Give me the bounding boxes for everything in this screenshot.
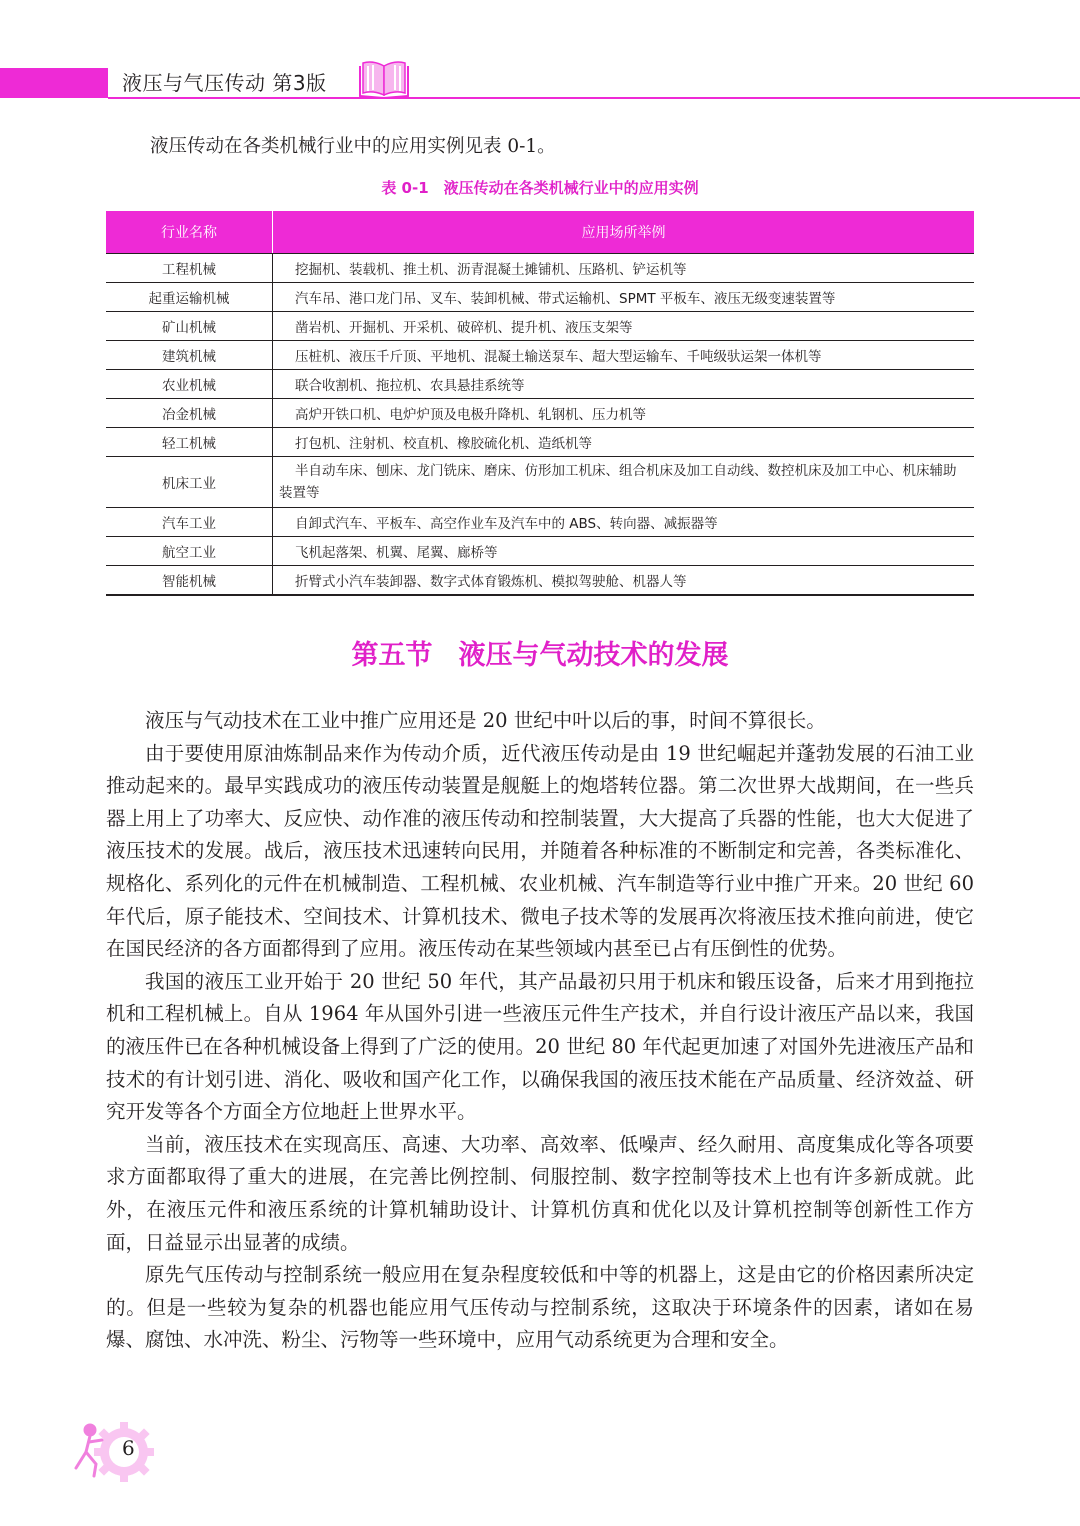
table-row xyxy=(106,370,974,399)
table-row xyxy=(106,457,974,508)
header-band xyxy=(0,68,108,98)
paragraph: 由于要使用原油炼制品来作为传动介质，近代液压传动是由 19 世纪崛起并蓬勃发展的石油工业推动起来的。最早实践成功的液压传动装置是舰艇上的炮塔转位器。第二次世界大战期间，在一些兵器上用上了功率大、反应快、动作准的液压传动和控制装置，大大提高了兵器的性能，也大大促进了液压技术的发展。战后，液压技术迅速转向民用，并随着各种标准的不断制定和完善，各类标准化、规格化、系列化的元件在机械制造、工程机械、农业机械、汽车制造等行业中推广开来。20 世纪 60 年代后，原子能技术、空间技术、计算机技术、微电子技术等的发展再次将液压技术推向前进，使它在国民经济的各方面都得到了应用。液压传动在某些领域内甚至已占有压倒性的优势。 xyxy=(106,741,974,961)
paragraph: 液压与气动技术在工业中推广应用还是 20 世纪中叶以后的事，时间不算很长。 xyxy=(145,709,826,732)
uses-cell: 自卸式汽车、平板车、高空作业车及汽车中的 ABS、转向器、减振器等 xyxy=(273,508,975,537)
industry-cell: 航空工业 xyxy=(106,537,273,566)
table-intro-text: 液压传动在各类机械行业中的应用实例见表 0-1。 xyxy=(150,136,556,157)
uses-cell: 凿岩机、开掘机、开采机、破碎机、提升机、液压支架等 xyxy=(273,312,975,341)
uses-cell: 高炉开铁口机、电炉炉顶及电极升降机、轧钢机、压力机等 xyxy=(273,399,975,428)
table-row xyxy=(106,508,974,537)
open-book-icon xyxy=(357,58,411,100)
uses-cell: 飞机起落架、机翼、尾翼、廊桥等 xyxy=(273,537,975,566)
page-number: 6 xyxy=(122,1436,135,1460)
table-row xyxy=(106,254,974,283)
paragraph: 当前，液压技术在实现高压、高速、大功率、高效率、低噪声、经久耐用、高度集成化等各项要求方面都取得了重大的进展，在完善比例控制、伺服控制、数字控制等技术上也有许多新成就。此外，在液压元件和液压系统的计算机辅助设计、计算机仿真和优化以及计算机控制等创新性工作方面，日益显示出显著的成绩。 xyxy=(106,1132,974,1254)
applications-table xyxy=(106,211,974,596)
section-number: 第五节 xyxy=(351,640,433,671)
table-row xyxy=(106,566,974,596)
paragraph: 我国的液压工业开始于 20 世纪 50 年代，其产品最初只用于机床和锻压设备，后来才用到拖拉机和工程机械上。自从 1964 年从国外引进一些液压元件生产技术，并自行设计液压产品以来，我国的液压件已在各种机械设备上得到了广泛的使用。20 世纪 80 年代起更加速了对国外先进液压产品和技术的有计划引进、消化、吸收和国产化工作，以确保我国的液压技术能在产品质量、经济效益、研究开发等各个方面全方位地赶上世界水平。 xyxy=(106,969,974,1124)
industry-cell: 建筑机械 xyxy=(106,341,273,370)
uses-cell: 压桩机、液压千斤顶、平地机、混凝土输送泵车、超大型运输车、千吨级驮运架一体机等 xyxy=(273,341,975,370)
column-header-industry: 行业名称 xyxy=(106,211,273,254)
table-row xyxy=(106,428,974,457)
uses-cell: 汽车吊、港口龙门吊、叉车、装卸机械、带式运输机、SPMT 平板车、液压无级变速装置等 xyxy=(273,283,975,312)
industry-cell: 汽车工业 xyxy=(106,508,273,537)
industry-cell: 机床工业 xyxy=(106,457,273,508)
industry-cell: 起重运输机械 xyxy=(106,283,273,312)
section-heading xyxy=(0,636,1080,676)
table-row xyxy=(106,399,974,428)
section-title: 液压与气动技术的发展 xyxy=(458,640,729,671)
running-header-title: 液压与气压传动 第3版 xyxy=(122,71,327,95)
industry-cell: 工程机械 xyxy=(106,254,273,283)
uses-cell: 打包机、注射机、校直机、橡胶硫化机、造纸机等 xyxy=(273,428,975,457)
table-row xyxy=(106,537,974,566)
uses-cell: 联合收割机、拖拉机、农具悬挂系统等 xyxy=(273,370,975,399)
industry-cell: 矿山机械 xyxy=(106,312,273,341)
industry-cell: 农业机械 xyxy=(106,370,273,399)
uses-cell: 半自动车床、刨床、龙门铣床、磨床、仿形加工机床、组合机床及加工自动线、数控机床及加工中心、机床辅助装置等 xyxy=(273,457,975,508)
industry-cell: 轻工机械 xyxy=(106,428,273,457)
gear-figure-icon xyxy=(70,1420,162,1482)
uses-cell: 挖掘机、装载机、推土机、沥青混凝土摊铺机、压路机、铲运机等 xyxy=(273,254,975,283)
body-text xyxy=(106,705,974,1357)
table-header-row xyxy=(106,211,974,254)
table-row xyxy=(106,341,974,370)
industry-cell: 智能机械 xyxy=(106,566,273,596)
table-caption: 表 0-1 液压传动在各类机械行业中的应用实例 xyxy=(381,179,699,197)
industry-cell: 冶金机械 xyxy=(106,399,273,428)
table-row xyxy=(106,283,974,312)
paragraph: 原先气压传动与控制系统一般应用在复杂程度较低和中等的机器上，这是由它的价格因素所决定的。但是一些较为复杂的机器也能应用气压传动与控制系统，这取决于环境条件的因素，诸如在易爆、腐蚀、水冲洗、粉尘、污物等一些环境中，应用气动系统更为合理和安全。 xyxy=(106,1263,974,1352)
table-row xyxy=(106,312,974,341)
column-header-uses: 应用场所举例 xyxy=(273,211,975,254)
uses-cell: 折臂式小汽车装卸器、数字式体育锻炼机、模拟驾驶舱、机器人等 xyxy=(273,566,975,596)
